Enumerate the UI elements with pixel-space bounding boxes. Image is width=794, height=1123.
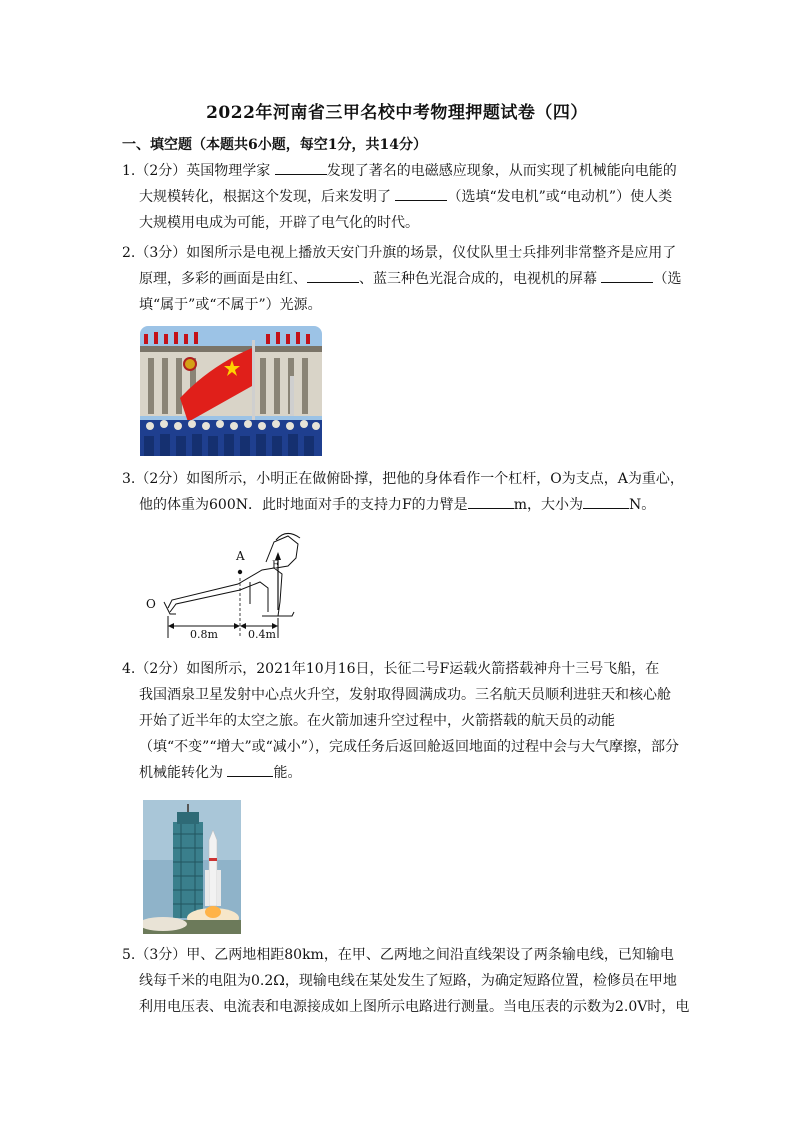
- answer-blank: [583, 494, 629, 509]
- label-o: O: [146, 597, 156, 611]
- center-of-gravity: [238, 570, 242, 574]
- force-arrow: [275, 552, 281, 560]
- distance-label-2: 0.4m: [248, 628, 276, 641]
- question-1: 1.（2分）英国物理学家 发现了著名的电磁感应现象，从而实现了机械能向电能的 大规模转化，根据这个发现，后来发明了 （选填“发电机”或“电动机”）使人类 大规模用电成为可能，开辟了电气化的时代。: [122, 158, 682, 236]
- answer-blank: [601, 268, 653, 283]
- answer-blank: [395, 186, 447, 201]
- distance-label-1: 0.8m: [190, 628, 218, 641]
- question-2: 2.（3分）如图所示是电视上播放天安门升旗的场景，仪仗队里士兵排列非常整齐是应用了 原理，多彩的画面是由红、 、蓝三种色光混合成的，电视机的屏幕 （选 填“属于”或“不属于”）光源。: [122, 245, 682, 313]
- section-heading: 一、填空题（本题共6小题，每空1分，共14分）: [122, 137, 427, 153]
- answer-blank: [468, 494, 514, 509]
- answer-blank: [275, 160, 327, 175]
- pushup-lever-diagram: [142, 522, 312, 644]
- question-3: 3.（2分）如图所示，小明正在做俯卧撑，把他的身体看作一个杠杆，O为支点，A为重心， 他的体重为600N．此时地面对手的支持力F的力臂是 m，大小为 N。: [122, 471, 684, 513]
- label-f: F: [272, 560, 279, 571]
- question-5: 5.（3分）甲、乙两地相距80km，在甲、乙两地之间沿直线架设了两条输电线，已知输电 线每千米的电阻为0.2Ω，现输电线在某处发生了短路，为确定短路位置，检修员在甲地 利用电压表、电流表和电源接成如上图所示电路进行测量。当电压表的示数为2.0V时，电: [122, 947, 690, 1015]
- answer-blank: [307, 268, 359, 283]
- answer-blank: [227, 762, 273, 777]
- question-4: 4.（2分）如图所示，2021年10月16日，长征二号F运载火箭搭载神舟十三号飞船，在 我国酒泉卫星发射中心点火升空，发射取得圆满成功。三名航天员顺利进驻天和核心舱 开始了近半年的太空之旅。在火箭加速升空过程中，火箭搭载的航天员的动能 （填“不变”“增大”或“减小”），完成任务后返回舱返回地面的过程中会与大气摩擦，部分 机械能转化为 能。: [122, 661, 679, 781]
- label-a: A: [236, 549, 245, 563]
- flag-raising-photo: [140, 326, 322, 456]
- page-title: 2022年河南省三甲名校中考物理押题试卷（四）: [206, 103, 588, 123]
- rocket-launch-photo: [143, 800, 241, 934]
